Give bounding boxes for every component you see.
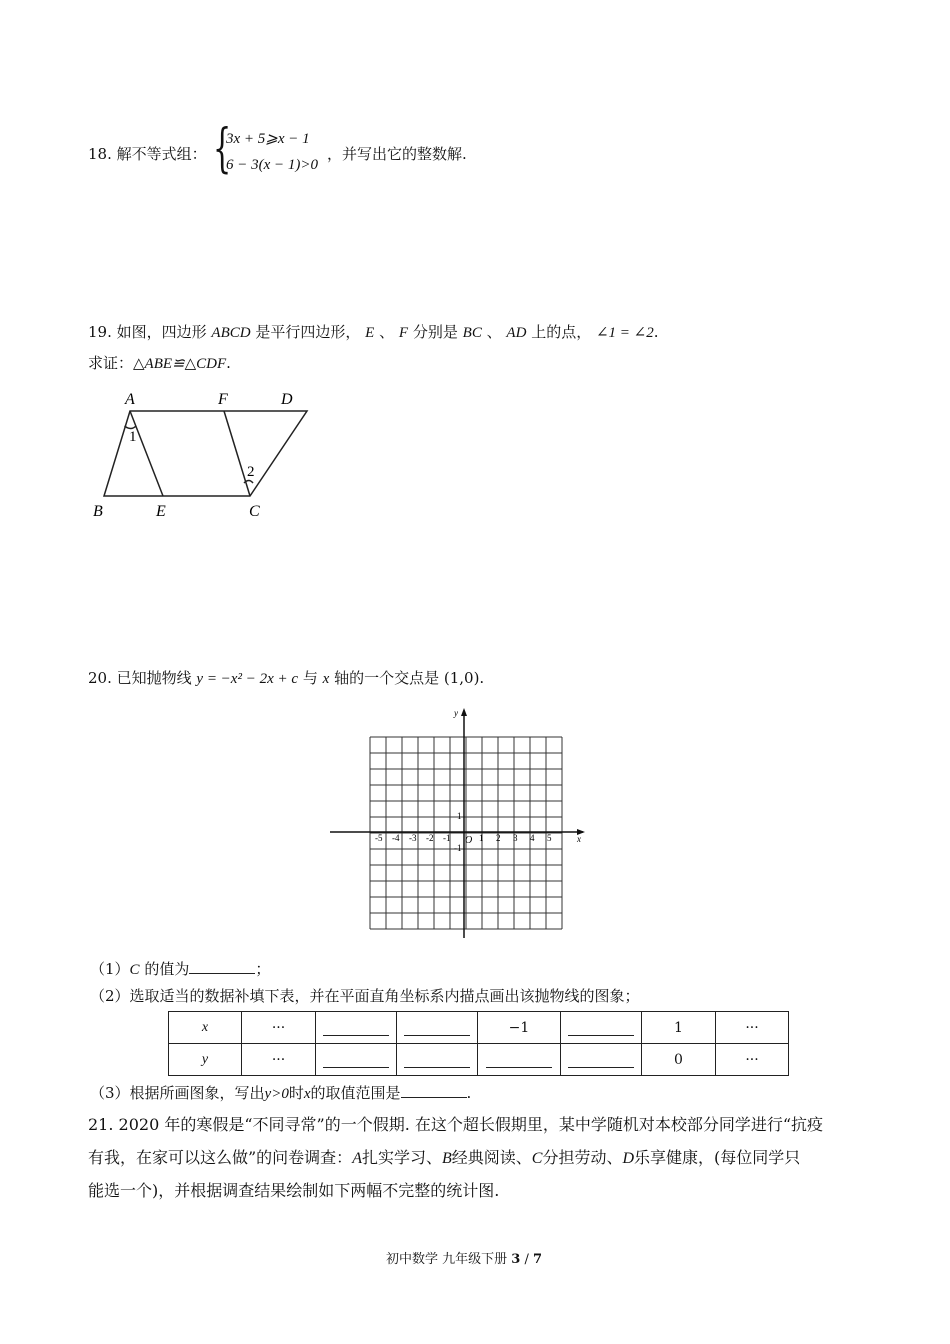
table-cell-blank[interactable] xyxy=(561,1044,642,1076)
q21-opt-c-text: 分担劳动、 xyxy=(542,1148,623,1167)
x-tick-label: 1 xyxy=(479,833,484,843)
segment-ae xyxy=(130,411,163,496)
y-tick-1: 1 xyxy=(457,811,462,821)
x-tick-label: -3 xyxy=(409,833,417,843)
table-cell: ··· xyxy=(242,1012,316,1044)
q21-line2 xyxy=(88,1145,800,1168)
table-cell: ··· xyxy=(716,1044,789,1076)
q21-opt-c: C xyxy=(531,1150,543,1167)
q20-sub3 xyxy=(90,1082,471,1103)
q20-point: (1,0) xyxy=(443,669,480,687)
q21-opt-d-text: 乐享健康，(每位同学只 xyxy=(634,1148,801,1167)
x-tick-label: -2 xyxy=(426,833,434,843)
q19-ad: AD xyxy=(506,325,527,341)
q19-period: . xyxy=(653,323,659,341)
y-axis-label: y xyxy=(454,708,458,718)
q21-opt-d: D xyxy=(622,1150,635,1167)
q19-sep1: 、 xyxy=(379,323,395,341)
q20-line xyxy=(88,667,484,688)
x-tick-label: 2 xyxy=(496,833,501,843)
x-tick-label: -5 xyxy=(375,833,383,843)
x-tick-label: 4 xyxy=(530,833,535,843)
q19-prove-label: 求证： xyxy=(88,354,134,372)
q20-sub1 xyxy=(90,958,270,979)
q19-prove-end: . xyxy=(226,354,231,372)
x-tick-label: -4 xyxy=(392,833,400,843)
x-axis-label: x xyxy=(577,834,581,844)
q19-text-d: 上的点， xyxy=(531,323,592,341)
q20-x: x xyxy=(322,671,330,687)
q21-opt-b: B xyxy=(441,1150,452,1167)
x-tick-label: 5 xyxy=(547,833,552,843)
value-table xyxy=(168,1011,789,1076)
q21-opt-a: A xyxy=(352,1150,362,1167)
x-tick-label: 3 xyxy=(513,833,518,843)
table-cell: −1 xyxy=(478,1012,561,1044)
q21-text-a: 有我，在家可以这么做”的问卷调查： xyxy=(88,1148,353,1167)
x-tick-label: -1 xyxy=(443,833,451,843)
q19-text-b: 是平行四边形， xyxy=(255,323,361,341)
q21-opt-a-text: 扎实学习、 xyxy=(361,1148,442,1167)
angle2-label: 2 xyxy=(247,464,255,480)
q20-text-d: . xyxy=(479,669,485,687)
q20-sub3-text-c: 的取值范围是 xyxy=(310,1084,401,1102)
q20-sub1-end: ； xyxy=(255,960,271,978)
table-cell-blank[interactable] xyxy=(316,1044,397,1076)
q20-sub3-blank[interactable] xyxy=(401,1083,467,1098)
label-d: D xyxy=(281,391,293,408)
y-tick-neg1: -1 xyxy=(454,843,462,853)
table-cell-blank[interactable] xyxy=(316,1012,397,1044)
q19-text-c: 分别是 xyxy=(412,323,458,341)
footer-sep: / xyxy=(524,1252,529,1267)
q20-text-c: 轴的一个交点是 xyxy=(334,669,440,687)
table-cell-blank[interactable] xyxy=(397,1044,478,1076)
origin-label: O xyxy=(465,835,473,846)
q19-sep2: 、 xyxy=(486,323,502,341)
q20-sub1-num: （1） xyxy=(90,960,130,978)
q20-sub3-text-a: （3）根据所画图象，写出 xyxy=(90,1084,265,1102)
page-footer xyxy=(386,1248,542,1267)
footer-page: 3 xyxy=(511,1252,521,1267)
q19-f: F xyxy=(398,325,409,341)
y-axis-arrow-icon xyxy=(461,708,467,716)
q18-inequality-1: 3x + 5⩾x − 1 xyxy=(226,131,310,147)
q19-abcd: ABCD xyxy=(211,325,251,341)
footer-text: 初中数学 九年级下册 xyxy=(386,1252,508,1267)
table-row-y xyxy=(169,1044,789,1076)
q18-suffix: ，并写出它的整数解. xyxy=(327,145,467,163)
q19-angle-eq: ∠1 = ∠2 xyxy=(595,325,654,341)
coordinate-grid xyxy=(330,705,590,940)
table-row-x xyxy=(169,1012,789,1044)
q19-prove-statement: △ABE≌△CDF xyxy=(133,356,227,372)
table-cell-blank[interactable] xyxy=(561,1012,642,1044)
label-b: B xyxy=(93,503,103,520)
table-cell: ··· xyxy=(242,1044,316,1076)
parallelogram-figure xyxy=(85,385,315,525)
q20-sub3-end: . xyxy=(466,1084,472,1102)
table-cell-blank[interactable] xyxy=(397,1012,478,1044)
segment-fc xyxy=(224,411,250,496)
q20-sub1-blank[interactable] xyxy=(189,959,255,974)
q20-text-b: 与 xyxy=(302,669,318,687)
q20-sub2: （2）选取适当的数据补填下表，并在平面直角坐标系内描点画出该抛物线的图象； xyxy=(90,987,640,1005)
label-c: C xyxy=(249,503,260,520)
angle1-label: 1 xyxy=(129,429,137,445)
brace-icon: { xyxy=(213,119,232,179)
table-head-x: x xyxy=(169,1012,242,1044)
q19-bc: BC xyxy=(462,325,482,341)
q20-equation: y = −x² − 2x + c xyxy=(196,671,299,687)
q19-e: E xyxy=(365,325,375,341)
q20-sub1-c: C xyxy=(129,962,140,978)
q19-line1 xyxy=(88,321,659,342)
q20-text-a: 20. 已知抛物线 xyxy=(88,669,192,687)
table-head-y: y xyxy=(169,1044,242,1076)
label-e: E xyxy=(156,503,166,520)
label-a: A xyxy=(125,391,135,408)
q19-line2 xyxy=(88,352,231,373)
table-cell: 0 xyxy=(642,1044,716,1076)
q20-sub3-text-b: 时 xyxy=(288,1084,304,1102)
q20-sub3-cond: y>0 xyxy=(264,1086,289,1102)
q21-line1: 21. 2020 年的寒假是“不同寻常”的一个假期. 在这个超长假期里，某中学随机对本校部分同学进行“抗疫 xyxy=(88,1115,824,1134)
q20-sub1-text: 的值为 xyxy=(144,960,190,978)
q18-label: 18. 解不等式组： xyxy=(88,145,207,163)
table-cell: 1 xyxy=(642,1012,716,1044)
table-cell: ··· xyxy=(716,1012,789,1044)
q21-line3: 能选一个)，并根据调查结果绘制如下两幅不完整的统计图. xyxy=(88,1181,500,1200)
footer-total: 7 xyxy=(533,1252,543,1267)
q20-sub3-x: x xyxy=(303,1086,311,1102)
q21-opt-b-text: 经典阅读、 xyxy=(451,1148,532,1167)
q19-text-a: 19. 如图，四边形 xyxy=(88,323,207,341)
label-f: F xyxy=(218,391,228,408)
table-cell-blank[interactable] xyxy=(478,1044,561,1076)
q18-inequality-2: 6 − 3(x − 1)>0 xyxy=(226,157,319,173)
